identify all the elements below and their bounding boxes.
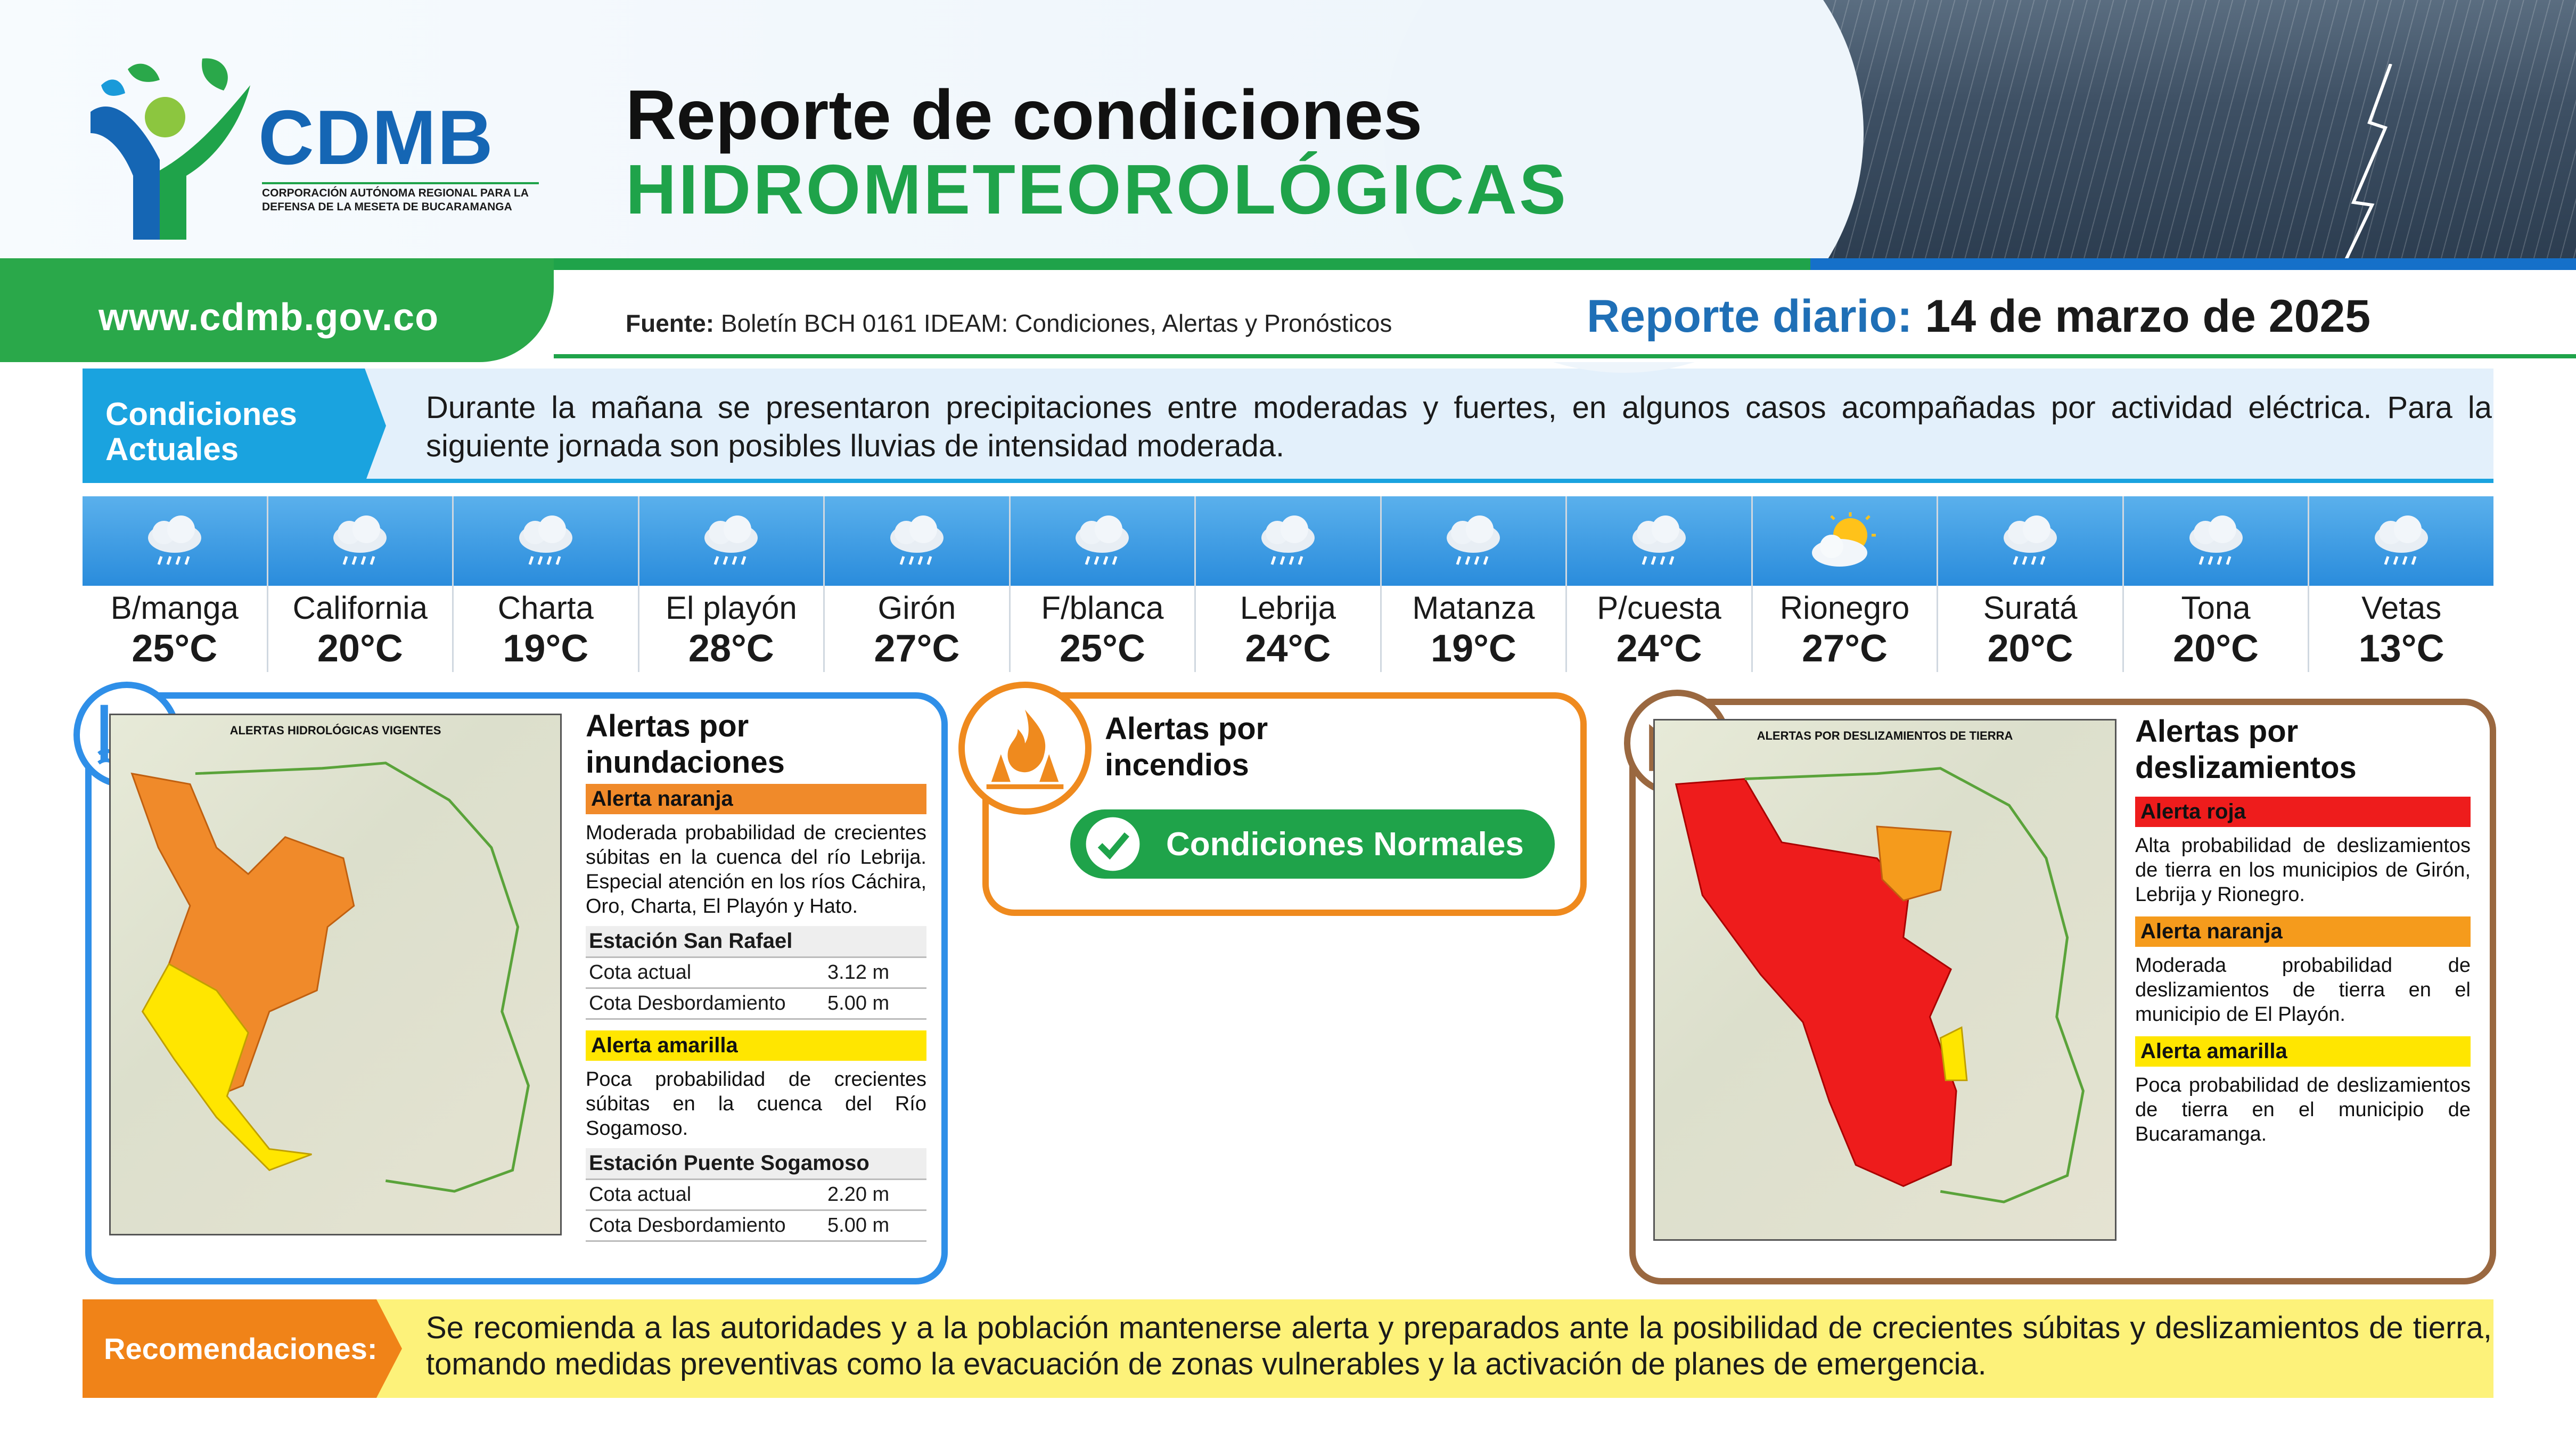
weather-city-name: California — [292, 590, 428, 626]
current-conditions-label-line1: Condiciones — [105, 396, 298, 432]
weather-temperature: 27°C — [1802, 627, 1888, 670]
landslide-map-regions — [1655, 721, 2115, 1239]
weather-temperature: 28°C — [688, 627, 774, 670]
sun-cloud-icon — [1808, 511, 1882, 575]
flood-yellow-alert-text: Poca probabilidad de crecientes súbitas en la cuenca del Río Sogamoso. — [586, 1068, 926, 1140]
current-conditions-label-line2: Actuales — [105, 431, 239, 467]
weather-city-name: Matanza — [1412, 590, 1535, 626]
weather-temperature: 24°C — [1616, 627, 1702, 670]
fire-status-badge — [1070, 809, 1555, 879]
weather-cell — [1567, 496, 1753, 672]
fires-title-line2: incendios — [1105, 748, 1249, 782]
check-circle-icon — [1081, 812, 1145, 876]
rain-cloud-icon — [880, 511, 954, 575]
weather-cell — [1938, 496, 2124, 672]
weather-city-name: Charta — [497, 590, 594, 626]
station1-name: Estación San Rafael — [586, 926, 926, 958]
weather-cell — [2124, 496, 2310, 672]
flood-map — [109, 714, 562, 1235]
logo-subtitle: CORPORACIÓN AUTÓNOMA REGIONAL PARA LA DEFENSA DE LA MESETA DE BUCARAMANGA — [262, 182, 539, 214]
station-row-label: Cota Desbordamiento — [589, 992, 786, 1014]
rain-cloud-icon — [1436, 511, 1511, 575]
station-table-row — [586, 1180, 926, 1211]
weather-cell — [1382, 496, 1568, 672]
station2-table — [586, 1180, 926, 1242]
landslides-title — [2135, 714, 2471, 786]
lightning-icon — [2332, 64, 2417, 266]
blue-stripe — [1810, 258, 2576, 270]
weather-temperature: 25°C — [1059, 627, 1145, 670]
flood-orange-alert-label: Alerta naranja — [586, 784, 926, 814]
landslide-alerts-column — [2135, 714, 2471, 1147]
station-table-row — [586, 958, 926, 989]
weather-grid — [83, 496, 2493, 672]
weather-city-name: B/manga — [110, 590, 239, 626]
weather-city-name: Vetas — [2361, 590, 2442, 626]
weather-temperature: 19°C — [503, 627, 589, 670]
report-date-line — [1587, 290, 2370, 343]
rain-cloud-icon — [2179, 511, 2253, 575]
landslide-map — [1653, 719, 2116, 1241]
cdmb-logo-icon — [80, 53, 261, 245]
station-row-label: Cota Desbordamiento — [589, 1214, 786, 1237]
page-title-line2: HIDROMETEOROLÓGICAS — [626, 150, 1569, 228]
weather-cell — [1753, 496, 1939, 672]
rain-cloud-icon — [1622, 511, 1696, 575]
station-row-value: 3.12 m — [827, 961, 890, 984]
current-conditions-text: Durante la mañana se presentaron precipitaciones entre moderadas y fuertes, en algunos casos acompañadas por actividad eléctrica. Para la siguiente jornada son posibles lluvias de intensidad moderada. — [426, 390, 2492, 463]
weather-city-name: Girón — [877, 590, 956, 626]
weather-cell — [825, 496, 1011, 672]
subheader-divider — [554, 354, 2576, 358]
station1-table — [586, 958, 926, 1020]
logo-name: CDMB — [258, 94, 494, 181]
forest-fire-icon — [965, 688, 1085, 808]
weather-temperature: 20°C — [2173, 627, 2259, 670]
weather-temperature: 25°C — [132, 627, 218, 670]
weather-temperature: 24°C — [1245, 627, 1331, 670]
weather-temperature: 27°C — [874, 627, 960, 670]
source-line — [626, 309, 1392, 338]
station-row-value: 2.20 m — [827, 1183, 890, 1206]
landslide-map-title: ALERTAS POR DESLIZAMIENTOS DE TIERRA — [1757, 729, 2013, 742]
rain-cloud-icon — [1993, 511, 2068, 575]
fire-badge — [958, 682, 1092, 815]
fires-title-line1: Alertas por — [1105, 711, 1268, 746]
weather-city-name: El playón — [665, 590, 797, 626]
rain-cloud-icon — [694, 511, 768, 575]
current-conditions-label — [105, 397, 297, 467]
station-table-row — [586, 989, 926, 1020]
weather-city-name: Suratá — [1983, 590, 2078, 626]
weather-city-name: Rionegro — [1779, 590, 1910, 626]
station2-name: Estación Puente Sogamoso — [586, 1148, 926, 1180]
rain-cloud-icon — [1251, 511, 1325, 575]
weather-cell — [2309, 496, 2493, 672]
rain-cloud-icon — [2364, 511, 2439, 575]
weather-temperature: 19°C — [1431, 627, 1516, 670]
rain-cloud-icon — [1065, 511, 1139, 575]
weather-temperature: 20°C — [317, 627, 403, 670]
rain-cloud-icon — [323, 511, 397, 575]
floods-title — [586, 708, 926, 781]
weather-city-name: P/cuesta — [1597, 590, 1721, 626]
weather-temperature: 13°C — [2358, 627, 2444, 670]
recommendations-text: Se recomienda a las autoridades y a la población mantenerse alerta y preparados ante la posibilidad de crecientes súbitas y deslizamientos de tierra, tomando medidas preventivas como la evacuación de zonas vulnerables y la activación de planes de emergencia. — [426, 1311, 2492, 1381]
page-title-line1: Reporte de condiciones — [626, 76, 1423, 154]
flood-map-title: ALERTAS HIDROLÓGICAS VIGENTES — [229, 724, 441, 737]
fire-status-text: Condiciones Normales — [1166, 825, 1524, 863]
rain-cloud-icon — [137, 511, 212, 575]
weather-temperature: 20°C — [1987, 627, 2073, 670]
weather-cell — [1196, 496, 1382, 672]
report-label: Reporte diario: — [1587, 291, 1913, 342]
website-link[interactable]: www.cdmb.gov.co — [99, 296, 439, 339]
report-date: 14 de marzo de 2025 — [1925, 291, 2371, 342]
landslide-yellow-alert-label: Alerta amarilla — [2135, 1036, 2471, 1067]
landslide-red-alert-label: Alerta roja — [2135, 797, 2471, 827]
landslides-title-line2: deslizamientos — [2135, 750, 2357, 785]
landslide-orange-alert-text: Moderada probabilidad de deslizamientos de tierra en el municipio de El Playón. — [2135, 954, 2471, 1026]
floods-title-line2: inundaciones — [586, 745, 785, 780]
station-row-label: Cota actual — [589, 1183, 692, 1206]
weather-cell — [83, 496, 268, 672]
landslide-orange-alert-label: Alerta naranja — [2135, 916, 2471, 947]
weather-city-name: Tona — [2181, 590, 2251, 626]
flood-alerts-column — [586, 708, 926, 1242]
station-table-row — [586, 1211, 926, 1242]
station-row-label: Cota actual — [589, 961, 692, 984]
source-text: Boletín BCH 0161 IDEAM: Condiciones, Alertas y Pronósticos — [720, 309, 1392, 337]
fires-title — [1105, 711, 1268, 783]
floods-title-line1: Alertas por — [586, 709, 749, 743]
weather-cell — [639, 496, 825, 672]
recommendations-label: Recomendaciones: — [104, 1332, 378, 1365]
flood-map-regions — [111, 715, 560, 1234]
station-row-value: 5.00 m — [827, 992, 890, 1014]
source-label: Fuente: — [626, 309, 715, 337]
station-row-value: 5.00 m — [827, 1214, 890, 1237]
weather-city-name: F/blanca — [1041, 590, 1164, 626]
weather-cell — [454, 496, 639, 672]
weather-cell — [1011, 496, 1196, 672]
landslides-title-line1: Alertas por — [2135, 714, 2299, 749]
flood-orange-alert-text: Moderada probabilidad de crecientes súbitas en la cuenca del río Lebrija. Especial atención en los ríos Cáchira, Oro, Charta, El Playón y Hato. — [586, 822, 926, 918]
landslide-yellow-alert-text: Poca probabilidad de deslizamientos de tierra en el municipio de Bucaramanga. — [2135, 1074, 2471, 1145]
weather-city-name: Lebrija — [1240, 590, 1336, 626]
weather-cell — [268, 496, 454, 672]
flood-yellow-alert-label: Alerta amarilla — [586, 1030, 926, 1061]
landslide-red-alert-text: Alta probabilidad de deslizamientos de tierra en los municipios de Girón, Lebrija y Rionegro. — [2135, 834, 2471, 906]
rain-cloud-icon — [508, 511, 583, 575]
